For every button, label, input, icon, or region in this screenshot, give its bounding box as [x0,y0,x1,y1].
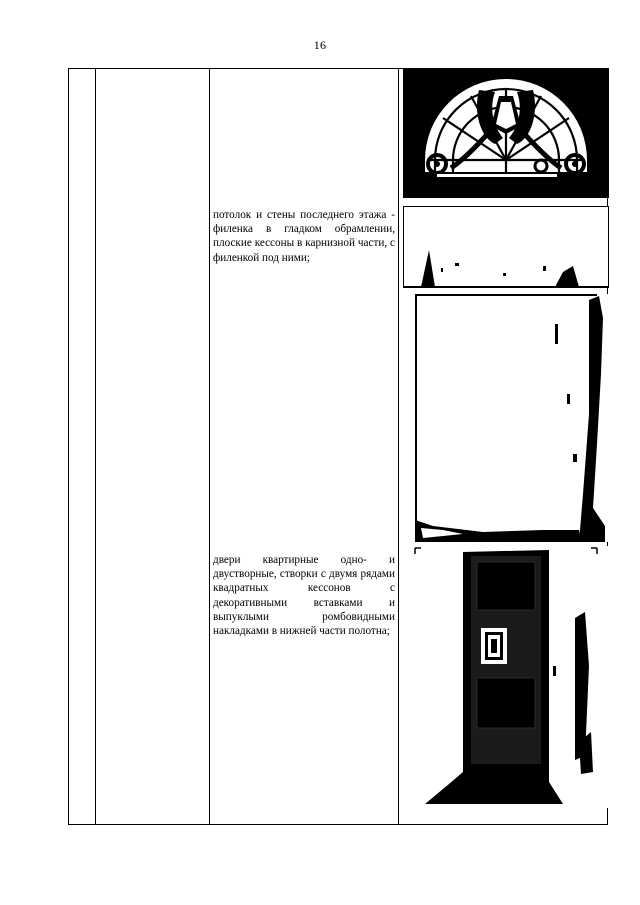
description-apartment-doors: двери квартирные одно- и двустворные, створки с двумя рядами квадратных кессонов с декоративными вставками и выпуклыми ромбовидными накладками в нижней части полотна; [213,554,395,638]
ceiling-panel-photo [403,206,609,288]
wall-panel-photo [403,294,609,542]
page-number: 16 [313,38,327,52]
description-ceiling-walls: потолок и стены последнего этажа - филенка в гладком обрамлении, плоские кессоны в карнизной части, с филенкой под ними; [213,209,395,264]
column-divider-2 [209,68,210,825]
column-divider-3 [398,68,399,825]
apartment-door-photo [403,546,609,808]
column-divider-1 [95,68,96,825]
stained-glass-arch-photo [403,68,609,198]
